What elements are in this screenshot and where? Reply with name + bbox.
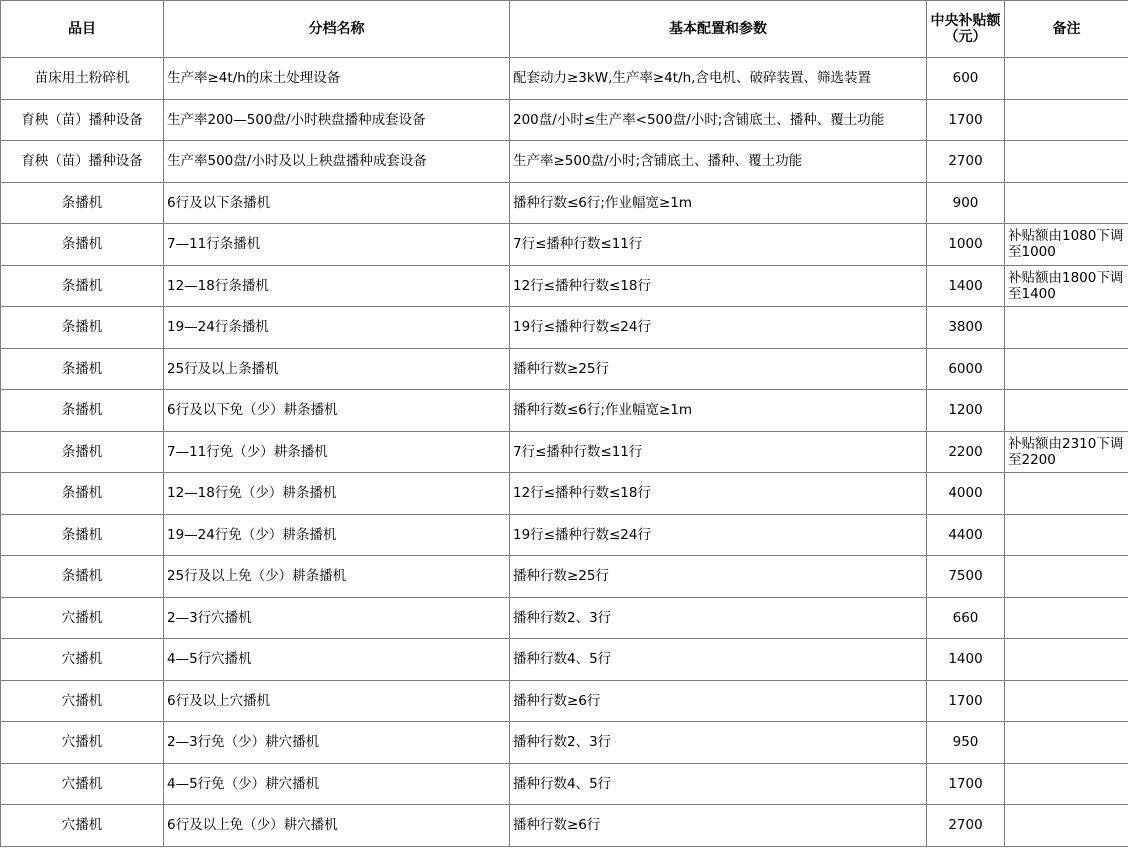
cell-subsidy: 600 xyxy=(927,58,1005,100)
cell-tier: 7—11行条播机 xyxy=(164,224,510,266)
cell-note: 补贴额由1800下调至1400 xyxy=(1005,265,1128,307)
cell-subsidy: 3800 xyxy=(927,307,1005,349)
cell-tier: 25行及以上免（少）耕条播机 xyxy=(164,556,510,598)
cell-category: 条播机 xyxy=(1,514,164,556)
cell-note xyxy=(1005,805,1128,847)
cell-category: 条播机 xyxy=(1,182,164,224)
table-row xyxy=(1,99,1128,141)
header-row xyxy=(1,1,1128,58)
cell-subsidy: 2200 xyxy=(927,431,1005,473)
cell-subsidy: 1700 xyxy=(927,763,1005,805)
cell-category: 穴播机 xyxy=(1,805,164,847)
cell-params: 7行≤播种行数≤11行 xyxy=(510,431,927,473)
cell-tier: 生产率500盘/小时及以上秧盘播种成套设备 xyxy=(164,141,510,183)
cell-params: 播种行数≤6行;作业幅宽≥1m xyxy=(510,390,927,432)
cell-category: 条播机 xyxy=(1,348,164,390)
cell-category: 穴播机 xyxy=(1,680,164,722)
cell-params: 19行≤播种行数≤24行 xyxy=(510,307,927,349)
cell-category: 穴播机 xyxy=(1,763,164,805)
cell-params: 播种行数4、5行 xyxy=(510,639,927,681)
cell-params: 播种行数4、5行 xyxy=(510,763,927,805)
cell-tier: 6行及以上免（少）耕穴播机 xyxy=(164,805,510,847)
cell-category: 条播机 xyxy=(1,473,164,515)
cell-tier: 生产率≥4t/h的床土处理设备 xyxy=(164,58,510,100)
cell-note xyxy=(1005,722,1128,764)
table-row xyxy=(1,556,1128,598)
cell-subsidy: 660 xyxy=(927,597,1005,639)
cell-note xyxy=(1005,182,1128,224)
table-row xyxy=(1,224,1128,266)
cell-tier: 6行及以下条播机 xyxy=(164,182,510,224)
cell-tier: 19—24行条播机 xyxy=(164,307,510,349)
cell-params: 19行≤播种行数≤24行 xyxy=(510,514,927,556)
cell-params: 生产率≥500盘/小时;含铺底土、播种、覆土功能 xyxy=(510,141,927,183)
cell-subsidy: 1400 xyxy=(927,265,1005,307)
table-row xyxy=(1,58,1128,100)
cell-tier: 6行及以上穴播机 xyxy=(164,680,510,722)
cell-params: 12行≤播种行数≤18行 xyxy=(510,265,927,307)
cell-tier: 4—5行免（少）耕穴播机 xyxy=(164,763,510,805)
cell-params: 播种行数≥6行 xyxy=(510,805,927,847)
table-row xyxy=(1,805,1128,847)
cell-note xyxy=(1005,99,1128,141)
cell-category: 条播机 xyxy=(1,390,164,432)
table-row xyxy=(1,307,1128,349)
cell-note xyxy=(1005,639,1128,681)
header-params: 基本配置和参数 xyxy=(510,1,927,58)
cell-params: 播种行数2、3行 xyxy=(510,722,927,764)
cell-subsidy: 1700 xyxy=(927,99,1005,141)
cell-note xyxy=(1005,763,1128,805)
cell-note xyxy=(1005,348,1128,390)
cell-subsidy: 1700 xyxy=(927,680,1005,722)
cell-note xyxy=(1005,597,1128,639)
cell-subsidy: 2700 xyxy=(927,805,1005,847)
cell-subsidy: 1000 xyxy=(927,224,1005,266)
cell-note xyxy=(1005,680,1128,722)
cell-category: 穴播机 xyxy=(1,597,164,639)
cell-note xyxy=(1005,556,1128,598)
cell-tier: 生产率200—500盘/小时秧盘播种成套设备 xyxy=(164,99,510,141)
table-row xyxy=(1,265,1128,307)
cell-params: 播种行数≥25行 xyxy=(510,348,927,390)
cell-subsidy: 4000 xyxy=(927,473,1005,515)
cell-tier: 25行及以上条播机 xyxy=(164,348,510,390)
cell-category: 育秧（苗）播种设备 xyxy=(1,141,164,183)
cell-params: 播种行数≥25行 xyxy=(510,556,927,598)
cell-note xyxy=(1005,473,1128,515)
cell-category: 穴播机 xyxy=(1,639,164,681)
cell-category: 条播机 xyxy=(1,307,164,349)
cell-subsidy: 4400 xyxy=(927,514,1005,556)
cell-category: 条播机 xyxy=(1,224,164,266)
cell-note xyxy=(1005,58,1128,100)
cell-subsidy: 950 xyxy=(927,722,1005,764)
table-row xyxy=(1,514,1128,556)
cell-params: 配套动力≥3kW,生产率≥4t/h,含电机、破碎装置、筛选装置 xyxy=(510,58,927,100)
cell-subsidy: 1400 xyxy=(927,639,1005,681)
cell-subsidy: 900 xyxy=(927,182,1005,224)
cell-subsidy: 7500 xyxy=(927,556,1005,598)
cell-tier: 4—5行穴播机 xyxy=(164,639,510,681)
table-row xyxy=(1,141,1128,183)
cell-tier: 12—18行免（少）耕条播机 xyxy=(164,473,510,515)
table-row xyxy=(1,431,1128,473)
cell-note xyxy=(1005,390,1128,432)
header-note: 备注 xyxy=(1005,1,1128,58)
cell-params: 7行≤播种行数≤11行 xyxy=(510,224,927,266)
cell-note xyxy=(1005,307,1128,349)
cell-params: 播种行数≤6行;作业幅宽≥1m xyxy=(510,182,927,224)
cell-subsidy: 1200 xyxy=(927,390,1005,432)
table-row xyxy=(1,348,1128,390)
cell-note: 补贴额由2310下调至2200 xyxy=(1005,431,1128,473)
cell-note: 补贴额由1080下调至1000 xyxy=(1005,224,1128,266)
cell-subsidy: 2700 xyxy=(927,141,1005,183)
table-row xyxy=(1,390,1128,432)
table-row xyxy=(1,597,1128,639)
cell-params: 200盘/小时≤生产率<500盘/小时;含铺底土、播种、覆土功能 xyxy=(510,99,927,141)
cell-tier: 6行及以下免（少）耕条播机 xyxy=(164,390,510,432)
cell-tier: 12—18行条播机 xyxy=(164,265,510,307)
header-category: 品目 xyxy=(1,1,164,58)
table-body xyxy=(1,58,1128,847)
cell-tier: 19—24行免（少）耕条播机 xyxy=(164,514,510,556)
cell-params: 播种行数≥6行 xyxy=(510,680,927,722)
table-row xyxy=(1,182,1128,224)
header-tier: 分档名称 xyxy=(164,1,510,58)
table-row xyxy=(1,680,1128,722)
header-subsidy: 中央补贴额（元） xyxy=(927,1,1005,58)
cell-category: 条播机 xyxy=(1,431,164,473)
cell-note xyxy=(1005,141,1128,183)
table-row xyxy=(1,473,1128,515)
cell-category: 条播机 xyxy=(1,556,164,598)
table-row xyxy=(1,763,1128,805)
table-row xyxy=(1,639,1128,681)
cell-params: 播种行数2、3行 xyxy=(510,597,927,639)
cell-subsidy: 6000 xyxy=(927,348,1005,390)
cell-tier: 7—11行免（少）耕条播机 xyxy=(164,431,510,473)
cell-tier: 2—3行免（少）耕穴播机 xyxy=(164,722,510,764)
cell-category: 苗床用土粉碎机 xyxy=(1,58,164,100)
cell-tier: 2—3行穴播机 xyxy=(164,597,510,639)
cell-note xyxy=(1005,514,1128,556)
table-row xyxy=(1,722,1128,764)
cell-params: 12行≤播种行数≤18行 xyxy=(510,473,927,515)
cell-category: 条播机 xyxy=(1,265,164,307)
cell-category: 育秧（苗）播种设备 xyxy=(1,99,164,141)
cell-category: 穴播机 xyxy=(1,722,164,764)
